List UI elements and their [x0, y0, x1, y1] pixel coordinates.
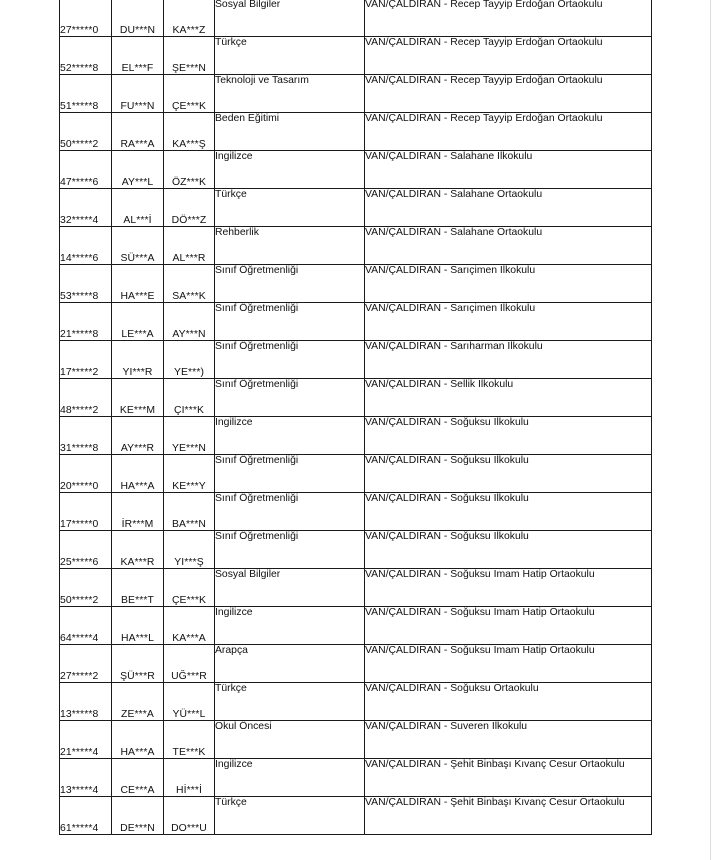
branch-cell: Sınıf Öğretmenliği: [215, 493, 365, 531]
table-row: [60, 569, 652, 607]
branch-cell: Sınıf Öğretmenliği: [215, 303, 365, 341]
masked-surname-cell: KA***Z: [164, 0, 215, 37]
masked-id-cell: 52*****8: [60, 37, 112, 75]
branch-cell: Sınıf Öğretmenliği: [215, 455, 365, 493]
masked-name-cell: DU***N: [112, 0, 164, 37]
masked-surname-cell: KA***Ş: [164, 113, 215, 151]
assignment-table: [59, 0, 652, 835]
masked-id-cell: 64*****4: [60, 607, 112, 645]
masked-id-cell: 14*****6: [60, 227, 112, 265]
branch-cell: İngilizce: [215, 607, 365, 645]
school-cell: VAN/ÇALDIRAN - Soğuksu İlkokulu: [365, 455, 652, 493]
masked-surname-cell: SA***K: [164, 265, 215, 303]
branch-cell: İngilizce: [215, 759, 365, 797]
table-row: [60, 683, 652, 721]
school-cell: VAN/ÇALDIRAN - Soğuksu İlkokulu: [365, 531, 652, 569]
masked-name-cell: HA***E: [112, 265, 164, 303]
school-cell: VAN/ÇALDIRAN - Sellik İlkokulu: [365, 379, 652, 417]
masked-id-cell: 50*****2: [60, 113, 112, 151]
masked-id-cell: 20*****0: [60, 455, 112, 493]
table-row: [60, 379, 652, 417]
masked-surname-cell: YI***Ş: [164, 531, 215, 569]
table-row: [60, 417, 652, 455]
school-cell: VAN/ÇALDIRAN - Recep Tayyip Erdoğan Ortaokulu: [365, 37, 652, 75]
branch-cell: Sosyal Bilgiler: [215, 569, 365, 607]
masked-id-cell: 17*****2: [60, 341, 112, 379]
masked-surname-cell: ŞE***N: [164, 37, 215, 75]
masked-name-cell: KA***R: [112, 531, 164, 569]
masked-id-cell: 27*****2: [60, 645, 112, 683]
masked-name-cell: HA***A: [112, 455, 164, 493]
table-row: [60, 645, 652, 683]
masked-name-cell: DE***N: [112, 797, 164, 835]
masked-id-cell: 47*****6: [60, 151, 112, 189]
masked-surname-cell: ÖZ***K: [164, 151, 215, 189]
masked-name-cell: AL***İ: [112, 189, 164, 227]
school-cell: VAN/ÇALDIRAN - Recep Tayyip Erdoğan Ortaokulu: [365, 113, 652, 151]
branch-cell: Türkçe: [215, 37, 365, 75]
masked-name-cell: KE***M: [112, 379, 164, 417]
masked-id-cell: 21*****8: [60, 303, 112, 341]
school-cell: VAN/ÇALDIRAN - Sarıçimen İlkokulu: [365, 303, 652, 341]
table-body: [60, 0, 652, 835]
branch-cell: Sosyal Bilgiler: [215, 0, 365, 37]
masked-surname-cell: ÇE***K: [164, 75, 215, 113]
school-cell: VAN/ÇALDIRAN - Sarıharman İlkokulu: [365, 341, 652, 379]
masked-surname-cell: BA***N: [164, 493, 215, 531]
school-cell: VAN/ÇALDIRAN - Şehit Binbaşı Kıvanç Cesur Ortaokulu: [365, 759, 652, 797]
masked-name-cell: EL***F: [112, 37, 164, 75]
school-cell: VAN/ÇALDIRAN - Salahane Ortaokulu: [365, 227, 652, 265]
masked-name-cell: BE***T: [112, 569, 164, 607]
branch-cell: Sınıf Öğretmenliği: [215, 341, 365, 379]
branch-cell: Okul Öncesi: [215, 721, 365, 759]
table-row: [60, 75, 652, 113]
school-cell: VAN/ÇALDIRAN - Sarıçimen İlkokulu: [365, 265, 652, 303]
masked-id-cell: 32*****4: [60, 189, 112, 227]
masked-surname-cell: YE***N: [164, 417, 215, 455]
branch-cell: Sınıf Öğretmenliği: [215, 531, 365, 569]
masked-name-cell: SÜ***A: [112, 227, 164, 265]
school-cell: VAN/ÇALDIRAN - Soğuksu İmam Hatip Ortaokulu: [365, 645, 652, 683]
masked-id-cell: 31*****8: [60, 417, 112, 455]
school-cell: VAN/ÇALDIRAN - Soğuksu İmam Hatip Ortaokulu: [365, 569, 652, 607]
branch-cell: Arapça: [215, 645, 365, 683]
masked-id-cell: 17*****0: [60, 493, 112, 531]
table-row: [60, 455, 652, 493]
masked-surname-cell: DO***U: [164, 797, 215, 835]
school-cell: VAN/ÇALDIRAN - Soğuksu İmam Hatip Ortaokulu: [365, 607, 652, 645]
page-edge: [710, 0, 711, 860]
branch-cell: Türkçe: [215, 683, 365, 721]
masked-id-cell: 50*****2: [60, 569, 112, 607]
masked-surname-cell: ÇE***K: [164, 569, 215, 607]
table-row: [60, 341, 652, 379]
masked-name-cell: YI***R: [112, 341, 164, 379]
table-row: [60, 113, 652, 151]
masked-name-cell: HA***A: [112, 721, 164, 759]
branch-cell: İngilizce: [215, 151, 365, 189]
masked-name-cell: İR***M: [112, 493, 164, 531]
table-row: [60, 721, 652, 759]
masked-name-cell: LE***A: [112, 303, 164, 341]
branch-cell: Türkçe: [215, 797, 365, 835]
masked-surname-cell: Hİ***İ: [164, 759, 215, 797]
masked-name-cell: ŞÜ***R: [112, 645, 164, 683]
school-cell: VAN/ÇALDIRAN - Recep Tayyip Erdoğan Ortaokulu: [365, 0, 652, 37]
masked-surname-cell: TE***K: [164, 721, 215, 759]
branch-cell: Beden Eğitimi: [215, 113, 365, 151]
masked-name-cell: HA***L: [112, 607, 164, 645]
school-cell: VAN/ÇALDIRAN - Soğuksu Ortaokulu: [365, 683, 652, 721]
school-cell: VAN/ÇALDIRAN - Suveren İlkokulu: [365, 721, 652, 759]
masked-name-cell: AY***L: [112, 151, 164, 189]
table-row: [60, 797, 652, 835]
branch-cell: Türkçe: [215, 189, 365, 227]
table-row: [60, 493, 652, 531]
branch-cell: İngilizce: [215, 417, 365, 455]
masked-surname-cell: ÇI***K: [164, 379, 215, 417]
masked-id-cell: 13*****4: [60, 759, 112, 797]
table-row: [60, 759, 652, 797]
masked-surname-cell: DÖ***Z: [164, 189, 215, 227]
table-row: [60, 265, 652, 303]
masked-name-cell: FU***N: [112, 75, 164, 113]
masked-surname-cell: AY***N: [164, 303, 215, 341]
masked-id-cell: 27*****0: [60, 0, 112, 37]
table-row: [60, 607, 652, 645]
branch-cell: Sınıf Öğretmenliği: [215, 265, 365, 303]
masked-name-cell: RA***A: [112, 113, 164, 151]
table-row: [60, 189, 652, 227]
school-cell: VAN/ÇALDIRAN - Recep Tayyip Erdoğan Ortaokulu: [365, 75, 652, 113]
table-row: [60, 227, 652, 265]
table-row: [60, 531, 652, 569]
school-cell: VAN/ÇALDIRAN - Salahane Ortaokulu: [365, 189, 652, 227]
table-row: [60, 0, 652, 37]
masked-surname-cell: UĞ***R: [164, 645, 215, 683]
school-cell: VAN/ÇALDIRAN - Soğuksu İlkokulu: [365, 417, 652, 455]
table-row: [60, 303, 652, 341]
masked-id-cell: 25*****6: [60, 531, 112, 569]
masked-id-cell: 53*****8: [60, 265, 112, 303]
masked-id-cell: 61*****4: [60, 797, 112, 835]
masked-name-cell: AY***R: [112, 417, 164, 455]
school-cell: VAN/ÇALDIRAN - Şehit Binbaşı Kıvanç Cesur Ortaokulu: [365, 797, 652, 835]
masked-id-cell: 48*****2: [60, 379, 112, 417]
table-row: [60, 151, 652, 189]
masked-surname-cell: KE***Y: [164, 455, 215, 493]
table-row: [60, 37, 652, 75]
masked-id-cell: 51*****8: [60, 75, 112, 113]
masked-name-cell: ZE***A: [112, 683, 164, 721]
school-cell: VAN/ÇALDIRAN - Salahane İlkokulu: [365, 151, 652, 189]
branch-cell: Rehberlik: [215, 227, 365, 265]
masked-surname-cell: AL***R: [164, 227, 215, 265]
masked-id-cell: 21*****4: [60, 721, 112, 759]
masked-surname-cell: YÜ***L: [164, 683, 215, 721]
branch-cell: Sınıf Öğretmenliği: [215, 379, 365, 417]
masked-surname-cell: YE***): [164, 341, 215, 379]
school-cell: VAN/ÇALDIRAN - Soğuksu İlkokulu: [365, 493, 652, 531]
masked-surname-cell: KA***A: [164, 607, 215, 645]
masked-name-cell: CE***A: [112, 759, 164, 797]
branch-cell: Teknoloji ve Tasarım: [215, 75, 365, 113]
masked-id-cell: 13*****8: [60, 683, 112, 721]
